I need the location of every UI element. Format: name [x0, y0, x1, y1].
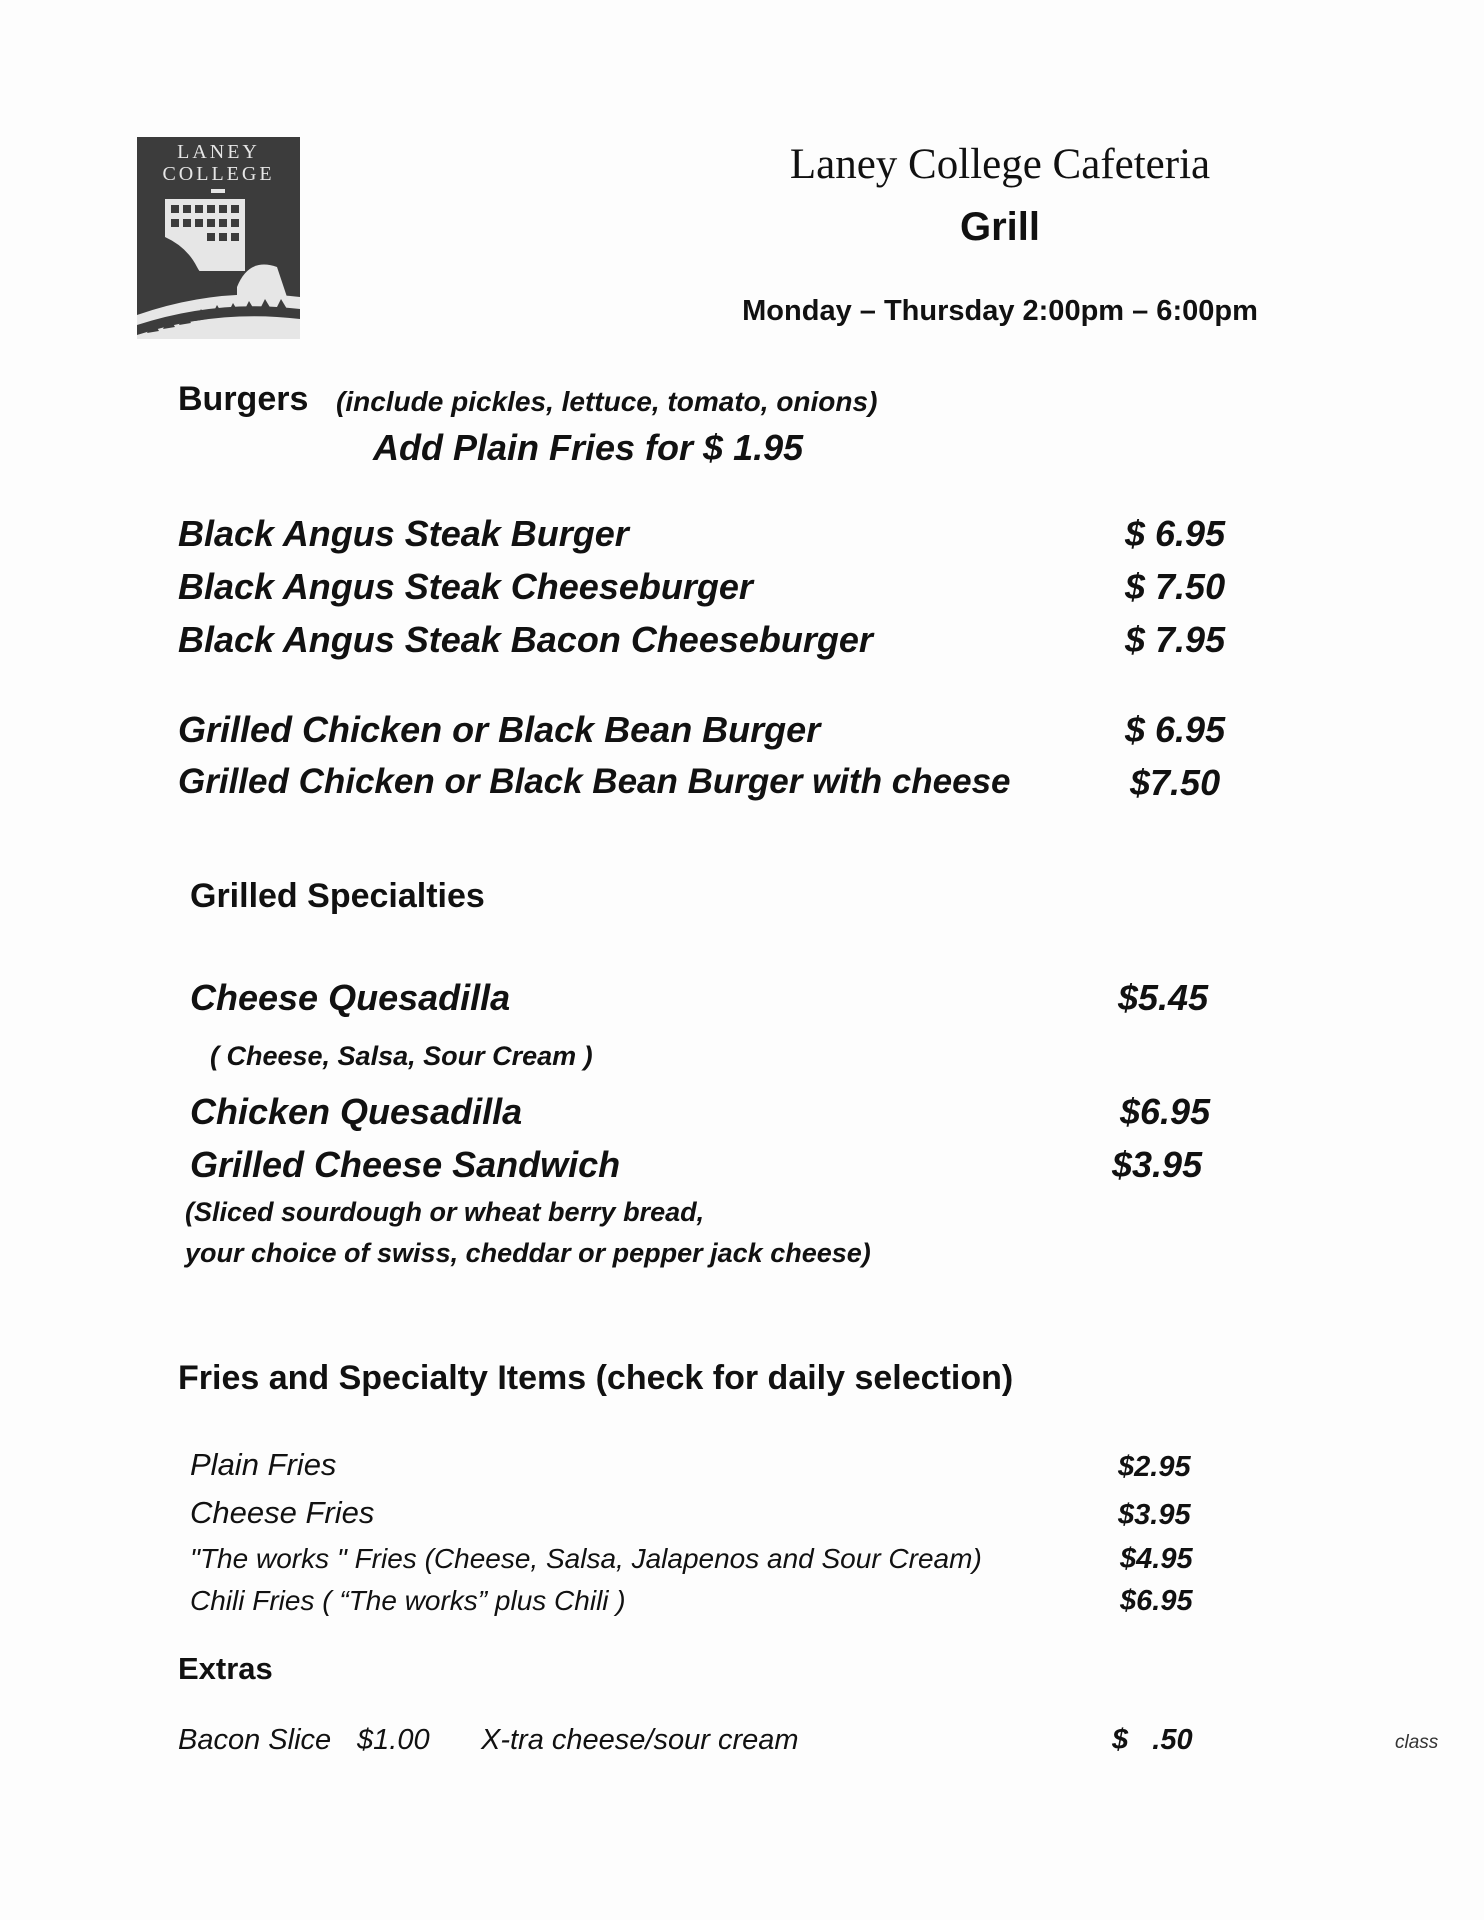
logo-text-line1: LANEY: [177, 141, 260, 163]
fries-offer: Add Plain Fries for $ 1.95: [373, 427, 804, 468]
logo-text-line2: COLLEGE: [162, 163, 275, 185]
menu-item-name: Cheese Quesadilla: [190, 977, 511, 1018]
extra-item-name: Bacon Slice: [178, 1724, 332, 1756]
menu-item-name: Cheese Fries: [190, 1495, 375, 1530]
menu-item-price: $6.95: [1120, 1091, 1211, 1132]
burgers-note: (include pickles, lettuce, tomato, onions): [336, 386, 878, 417]
menu-item-price: $ 6.95: [1125, 709, 1226, 750]
menu-item-note: ( Cheese, Salsa, Sour Cream ): [210, 1041, 593, 1071]
extra-item-name: X-tra cheese/sour cream: [481, 1724, 799, 1756]
fries-heading: Fries and Specialty Items (check for daily selection): [178, 1359, 1014, 1397]
menu-item-price: $ 6.95: [1125, 513, 1226, 554]
page-title: Laney College Cafeteria: [789, 141, 1211, 188]
page-subtitle: Grill: [959, 205, 1041, 249]
menu-item-name: Plain Fries: [190, 1447, 337, 1482]
menu-item-note: (Sliced sourdough or wheat berry bread,: [185, 1197, 705, 1227]
menu-item-name: Black Angus Steak Bacon Cheeseburger: [178, 619, 873, 660]
extras-heading: Extras: [178, 1651, 273, 1686]
hours: Monday – Thursday 2:00pm – 6:00pm: [742, 295, 1258, 327]
grilled-heading: Grilled Specialties: [190, 877, 485, 915]
menu-item-price: $3.95: [1112, 1144, 1203, 1185]
menu-item-price: $ 7.50: [1125, 566, 1226, 607]
menu-item-name: Grilled Chicken or Black Bean Burger: [178, 709, 821, 750]
menu-item-name: Grilled Cheese Sandwich: [190, 1144, 621, 1185]
menu-item-price: $5.45: [1118, 977, 1209, 1018]
menu-item-name: "The works " Fries (Cheese, Salsa, Jalapenos and Sour Cream): [190, 1543, 982, 1574]
burgers-heading: Burgers: [178, 380, 309, 418]
menu-item-name: Black Angus Steak Burger: [178, 513, 629, 554]
menu-item-name: Black Angus Steak Cheeseburger: [178, 566, 753, 607]
extra-item-price: $1.00: [357, 1724, 430, 1756]
menu-item-note: your choice of swiss, cheddar or pepper jack cheese): [185, 1238, 871, 1268]
menu-item-price: $6.95: [1120, 1585, 1193, 1617]
menu-item-price: $7.50: [1130, 762, 1221, 803]
margin-note: class: [1395, 1732, 1439, 1753]
logo-building-graphic: [137, 137, 300, 339]
menu-item-price: $2.95: [1118, 1451, 1191, 1483]
menu-item-price: $ 7.95: [1125, 619, 1226, 660]
menu-item-name: Chicken Quesadilla: [190, 1091, 523, 1132]
extra-item-price: $ .50: [1112, 1724, 1193, 1756]
menu-item-price: $4.95: [1120, 1543, 1193, 1575]
menu-item-name: Grilled Chicken or Black Bean Burger with cheese: [178, 762, 1011, 801]
menu-item-price: $3.95: [1118, 1499, 1191, 1531]
laney-college-logo: [137, 137, 300, 339]
menu-item-name: Chili Fries ( “The works” plus Chili ): [190, 1585, 626, 1616]
